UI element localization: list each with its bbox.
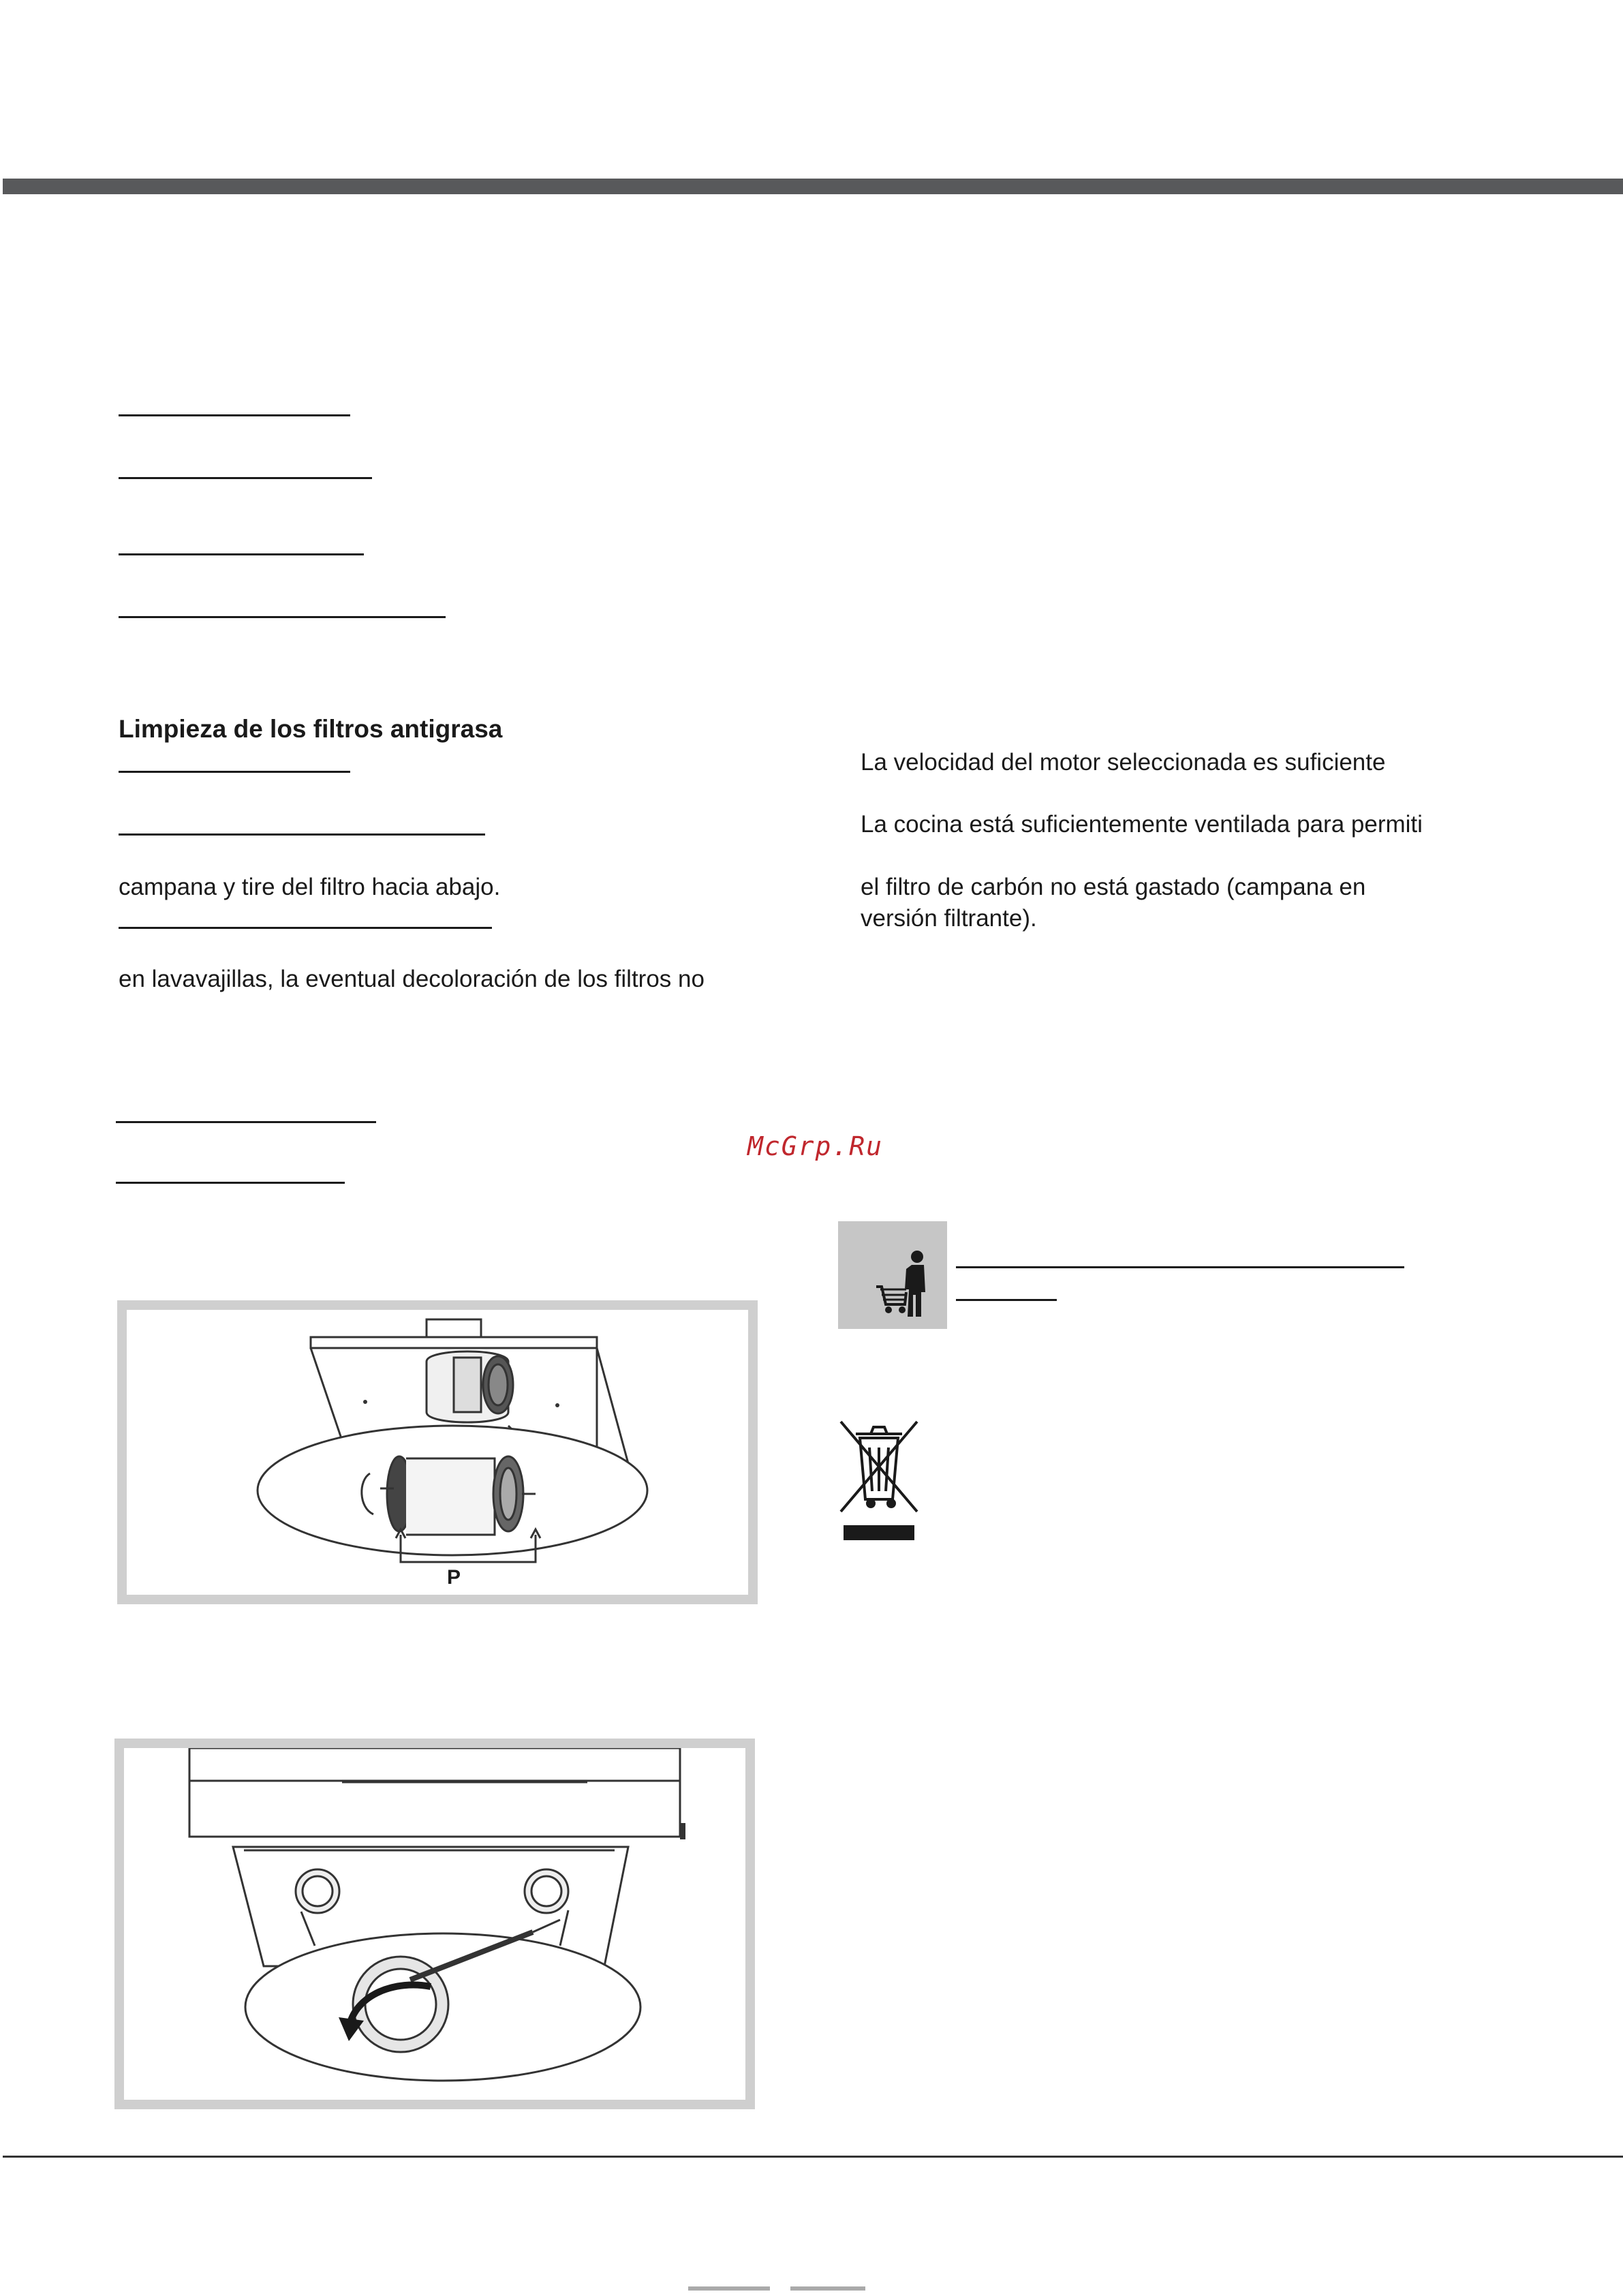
figure-label-p: P [447, 1566, 461, 1589]
underline-4 [119, 616, 446, 618]
figure-fan-removal [117, 1300, 758, 1604]
underline-10 [956, 1266, 1404, 1268]
text-motor-speed: La velocidad del motor seleccionada es suficiente [861, 749, 1386, 776]
underline-11 [956, 1299, 1057, 1301]
underline-8 [116, 1121, 376, 1123]
header-bar [3, 179, 1623, 194]
underline-6 [119, 833, 485, 836]
watermark: McGrp.Ru [747, 1131, 884, 1161]
underline-7 [119, 927, 492, 929]
underline-2 [119, 477, 372, 479]
underline-9 [116, 1182, 345, 1184]
scan-artifact-2 [790, 2286, 865, 2291]
text-dishwasher: en lavavajillas, la eventual decoloración de los filtros no [119, 966, 705, 992]
underline-1 [119, 414, 350, 416]
text-ventilation: La cocina está suficientemente ventilada para permiti [861, 811, 1423, 838]
shopping-cart-person-icon [838, 1221, 947, 1329]
footer-rule [3, 2156, 1623, 2158]
weee-crossed-bin-icon [837, 1418, 921, 1540]
figure-lamp-removal [114, 1739, 755, 2109]
underline-5 [119, 771, 350, 773]
section-heading: Limpieza de los filtros antigrasa [119, 715, 503, 743]
underline-3 [119, 553, 364, 555]
text-carbon-filter-1: el filtro de carbón no está gastado (campana en [861, 874, 1366, 900]
text-carbon-filter-2: versión filtrante). [861, 905, 1037, 932]
scan-artifact [688, 2286, 770, 2291]
text-filter-pull: campana y tire del filtro hacia abajo. [119, 874, 501, 900]
